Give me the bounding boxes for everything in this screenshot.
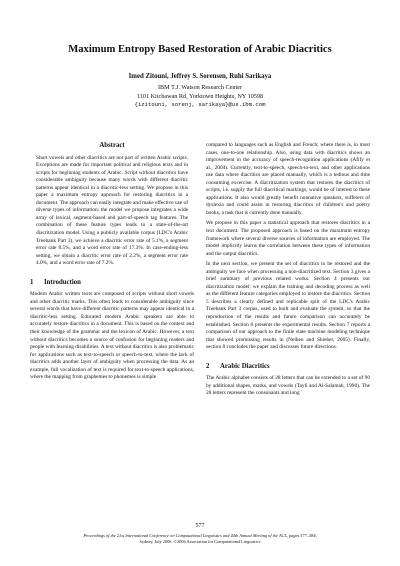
right-column: [206, 142, 370, 398]
paragraph: We propose in this paper a statistical approach that restores diacritics in a text document. The proposed approach is based on the maximum entropy framework where several diverse sources of information are employed. The model implicitly learns the correlation between these types of information and the output diacritics.: [206, 220, 370, 257]
abstract-heading: Abstract: [99, 142, 125, 149]
paper-title: Maximum Entropy Based Restoration of Arabic Diacritics: [68, 44, 332, 55]
paragraph: The Arabic alphabet consists of 28 letters that can be extended to a set of 90 by additional shapes, marks, and vowels (Tayli and Al-Salamah, 1990). The 28 letters represent the consonants and long: [206, 375, 370, 397]
section-title: Arabic Diacritics: [220, 362, 270, 370]
page-number: 577: [195, 523, 205, 529]
paragraph: compared to languages such as English and French; where there is, in most cases, one-to-one relationship. Also, using data with diacritics shows an improvement in the accuracy of speech-recognition applications (Afify et al., 2004). Currently, text-to-speech, speech-to-text, and other applications use data where diacritics are placed manually, which is a tedious and time consuming excercise. A diacritization system that restores the diacritics of scripts, i.e. supply the full diacritical markings, would be of interest to these applications. It also would greatly benefit nonnative speakers, sufferers of dyslexia and could assist in restoring diacritics of children's and poetry books, a task that is currently done manually.: [206, 142, 370, 216]
paragraph: In the next section, we present the set of diacritics to be restored and the ambiguity we face when processing a non-diacritized text. Section 3 gives a brief summary of previous related works. Section 4 presents our diacritization model; we explain the training and decoding process as well as the different feature categories employed to restore the diacritics. Section 5 describes a clearly defined and replicable split of the LDC's Arabic Treebank Part 3 corpus, used to built and evaluate the system, so that the reproduction of the results and future comparison can accurately be established. Section 6 presents the experimental results. Section 7 reports a comparison of our approach to the finite state machine modeling technique that showed promissing results in (Nelken and Shieber, 2005). Finally, section 8 concludes the paper and discusses future directions.: [206, 261, 370, 351]
section-number: 1: [30, 278, 34, 286]
location-line: Sydney, July 2006. ©2006 Association for Computational Linguistics: [139, 539, 261, 544]
proceedings-line: Proceedings of the 21st International Conference on Computational Linguistics and 44th Annual Meeting of the ACL, pages 577–584,: [83, 533, 317, 538]
section-heading-arabic-diacritics: [206, 363, 370, 371]
section-number: 2: [206, 362, 210, 370]
left-column: [30, 142, 194, 382]
paragraph: Modern Arabic written texts are composed of scripts without short vowels and other diacritic marks. This often leads to considerable ambiguity since several words that have different diacritic patterns may appear identical in a diacritic-less setting. Educated modern Arabic speakers are able to accurately restore diacritics in a document. This is based on the context and their knowledge of the grammar and the lexicon of Arabic. However, a text without diacritics becomes a source of confusion for beginning readers and people with learning disabilities. A text without diacritics is also problematic for applications such as text-to-speech or speech-to-text, where the lack of diacritics adds another layer of ambiguity when processing the data. As an example, full vocalization of text is required for text-to-speech applications, where the mapping from graphemes to phonemes is simple: [30, 291, 194, 381]
paper-authors: Imed Zitouni, Jeffrey S. Sorensen, Ruhi Sarikaya: [128, 73, 272, 80]
section-title: Introduction: [44, 278, 81, 286]
affiliation-institution: IBM T.J. Watson Research Center: [157, 84, 243, 91]
abstract: [30, 155, 194, 268]
section-heading-introduction: [30, 279, 194, 287]
author-emails: {izitouni, sorenj, sarikaya}@us.ibm.com: [134, 101, 266, 108]
affiliation-address: 1101 Kitchawan Rd, Yorktown Heights, NY 10598: [136, 92, 264, 100]
proceedings-footer: [8, 533, 392, 545]
abstract-text: Short vowels and other diacritics are not part of written Arabic scripts. Exceptions are made for important political and religious texts and in scripts for beginning students of Arabic. Script without diacritics have considerable ambiguity because many words with different diacritic patterns appear identical in a diacritic-less setting. We propose in this paper a maximum entropy approach for restoring diacritics in a document. The approach can easily integrate and make effective use of diverse types of information; the model we propose integrates a wide array of lexical, segment-based and part-of-speech tag features. The combination of these feature types leads to a state-of-the-art diacritization model. Using a publicly available corpus (LDC's Arabic Treebank Part 3), we achieve a diacritic error rate of 5.1%, a segment error rate 8.5%, and a word error rate of 17.3%. In case-ending-less setting, we obtain a diacritic error rate of 2.2%, a segment error rate 4.0%, and a word error rate of 7.2%.: [36, 154, 188, 267]
